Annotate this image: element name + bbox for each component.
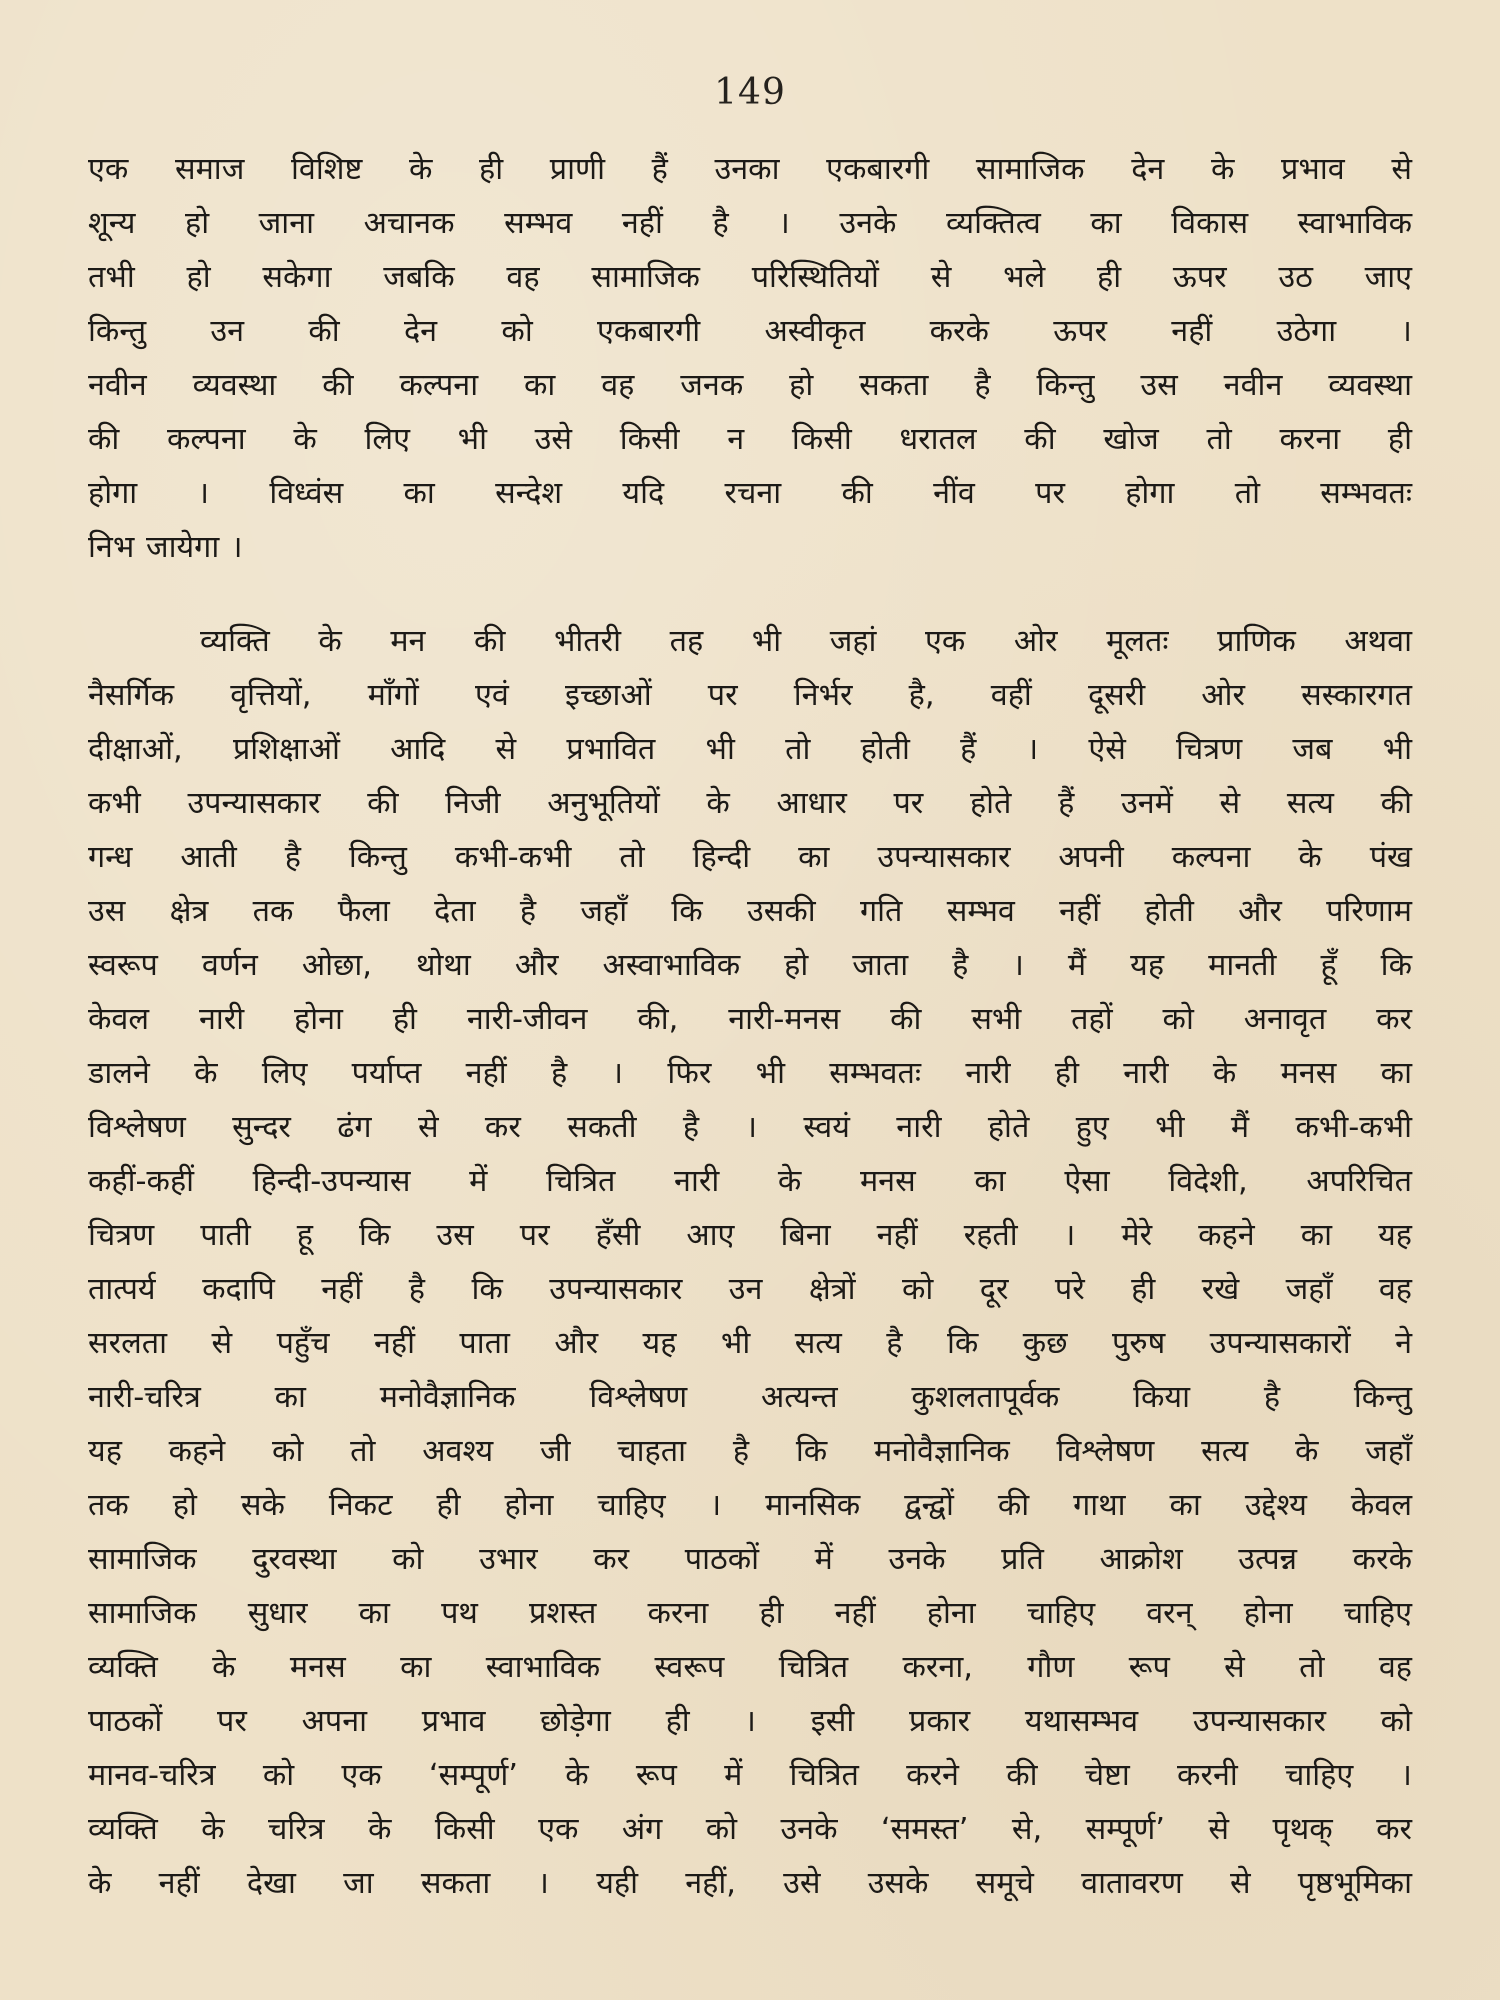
text-line: सरलता से पहुँच नहीं पाता और यह भी सत्य है कि कुछ पुरुष उपन्यासकारों ने — [88, 1326, 1412, 1361]
text-line: के नहीं देखा जा सकता । यही नहीं, उसे उसके समूचे वातावरण से पृष्ठभूमिका — [88, 1866, 1412, 1901]
text-line: कभी उपन्यासकार की निजी अनुभूतियों के आधार पर होते हैं उनमें से सत्य की — [88, 786, 1412, 821]
text-line: मानव-चरित्र को एक ‘सम्पूर्ण’ के रूप में चित्रित करने की चेष्टा करनी चाहिए । — [88, 1758, 1412, 1793]
text-line: तक हो सके निकट ही होना चाहिए । मानसिक द्वन्द्वों की गाथा का उद्देश्य केवल — [88, 1488, 1412, 1523]
text-line: उस क्षेत्र तक फैला देता है जहाँ कि उसकी गति सम्भव नहीं होती और परिणाम — [88, 894, 1412, 929]
text-line: व्यक्ति के चरित्र के किसी एक अंग को उनके ‘समस्त’ से, सम्पूर्ण’ से पृथक् कर — [88, 1812, 1412, 1847]
text-line: सामाजिक सुधार का पथ प्रशस्त करना ही नहीं होना चाहिए वरन् होना चाहिए — [88, 1596, 1412, 1631]
text-line: केवल नारी होना ही नारी-जीवन की, नारी-मनस की सभी तहों को अनावृत कर — [88, 1002, 1412, 1037]
text-line: नवीन व्यवस्था की कल्पना का वह जनक हो सकता है किन्तु उस नवीन व्यवस्था — [88, 368, 1412, 403]
text-line: किन्तु उन की देन को एकबारगी अस्वीकृत करके ऊपर नहीं उठेगा । — [88, 314, 1412, 349]
text-line: व्यक्ति के मन की भीतरी तह भी जहां एक ओर मूलतः प्राणिक अथवा — [200, 624, 1412, 659]
text-line: कहीं-कहीं हिन्दी-उपन्यास में चित्रित नारी के मनस का ऐसा विदेशी, अपरिचित — [88, 1164, 1412, 1199]
paragraph-1 — [88, 143, 1412, 575]
text-line: एक समाज विशिष्ट के ही प्राणी हैं उनका एकबारगी सामाजिक देन के प्रभाव से — [88, 152, 1412, 187]
text-line: दीक्षाओं, प्रशिक्षाओं आदि से प्रभावित भी तो होती हैं । ऐसे चित्रण जब भी — [88, 732, 1412, 767]
text-line: निभ जायेगा । — [88, 530, 243, 565]
text-line: नैसर्गिक वृत्तियों, माँगों एवं इच्छाओं पर निर्भर है, वहीं दूसरी ओर सस्कारगत — [88, 678, 1412, 713]
text-line: नारी-चरित्र का मनोवैज्ञानिक विश्लेषण अत्यन्त कुशलतापूर्वक किया है किन्तु — [88, 1380, 1412, 1415]
text-line: शून्य हो जाना अचानक सम्भव नहीं है । उनके व्यक्तित्व का विकास स्वाभाविक — [88, 206, 1412, 241]
text-line: गन्ध आती है किन्तु कभी-कभी तो हिन्दी का उपन्यासकार अपनी कल्पना के पंख — [88, 840, 1412, 875]
text-line: स्वरूप वर्णन ओछा, थोथा और अस्वाभाविक हो जाता है । मैं यह मानती हूँ कि — [88, 948, 1412, 983]
text-line: तात्पर्य कदापि नहीं है कि उपन्यासकार उन क्षेत्रों को दूर परे ही रखे जहाँ वह — [88, 1272, 1412, 1307]
page-number: 149 — [714, 72, 786, 113]
text-line: होगा । विध्वंस का सन्देश यदि रचना की नींव पर होगा तो सम्भवतः — [88, 476, 1412, 511]
text-line: सामाजिक दुरवस्था को उभार कर पाठकों में उनके प्रति आक्रोश उत्पन्न करके — [88, 1542, 1412, 1577]
paragraph-2 — [88, 615, 1412, 1911]
text-line: की कल्पना के लिए भी उसे किसी न किसी धरातल की खोज तो करना ही — [88, 422, 1412, 457]
text-line: तभी हो सकेगा जबकि वह सामाजिक परिस्थितियों से भले ही ऊपर उठ जाए — [88, 260, 1412, 295]
text-line: विश्लेषण सुन्दर ढंग से कर सकती है । स्वयं नारी होते हुए भी मैं कभी-कभी — [88, 1110, 1412, 1145]
text-line: यह कहने को तो अवश्य जी चाहता है कि मनोवैज्ञानिक विश्लेषण सत्य के जहाँ — [88, 1434, 1412, 1469]
text-line: डालने के लिए पर्याप्त नहीं है । फिर भी सम्भवतः नारी ही नारी के मनस का — [88, 1056, 1412, 1091]
text-line: व्यक्ति के मनस का स्वाभाविक स्वरूप चित्रित करना, गौण रूप से तो वह — [88, 1650, 1412, 1685]
text-line: पाठकों पर अपना प्रभाव छोड़ेगा ही । इसी प्रकार यथासम्भव उपन्यासकार को — [88, 1704, 1412, 1739]
text-line: चित्रण पाती हू कि उस पर हँसी आए बिना नहीं रहती । मेरे कहने का यह — [88, 1218, 1412, 1253]
